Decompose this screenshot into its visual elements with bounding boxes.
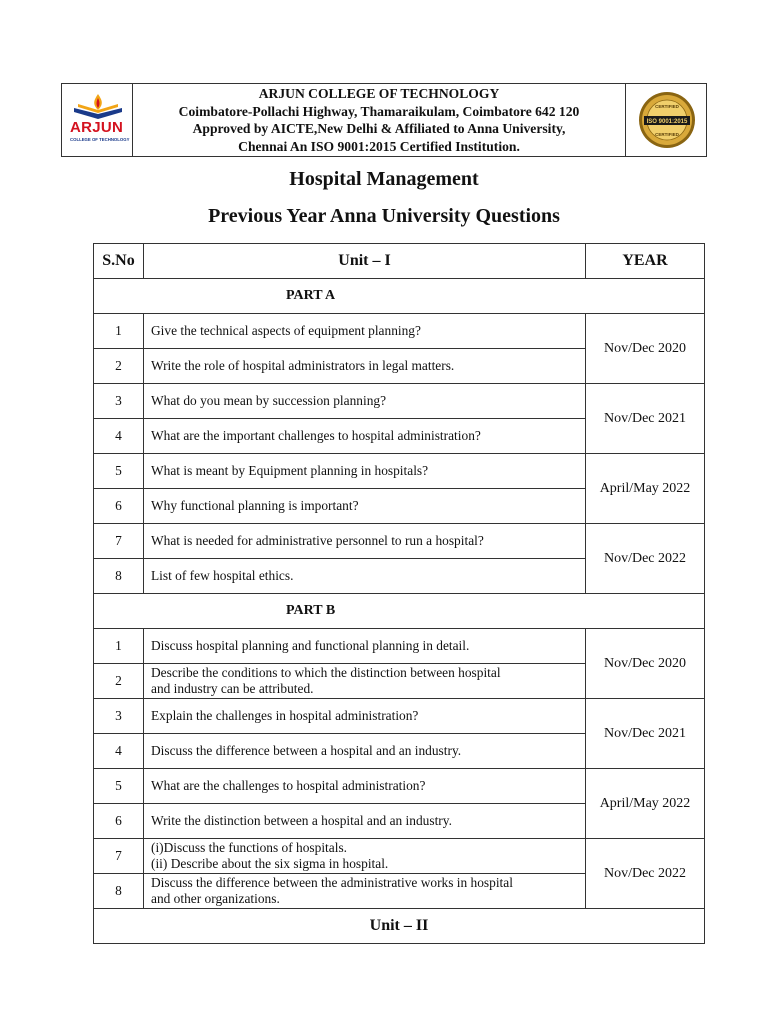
sno-cell: 3 (94, 699, 144, 734)
question-cell: Explain the challenges in hospital administration? (144, 699, 586, 734)
year-cell: Nov/Dec 2022 (586, 524, 705, 594)
sno-cell: 2 (94, 349, 144, 384)
document-subtitle: Previous Year Anna University Questions (208, 205, 560, 227)
table-row (94, 314, 705, 349)
question-cell: What is meant by Equipment planning in hospitals? (144, 454, 586, 489)
question-cell: What are the challenges to hospital administration? (144, 769, 586, 804)
sno-cell: 4 (94, 734, 144, 769)
table-header-row (94, 244, 705, 279)
question-cell: Write the role of hospital administrators in legal matters. (144, 349, 586, 384)
sno-cell: 7 (94, 839, 144, 874)
college-address: Coimbatore-Pollachi Highway, Thamaraikulam, Coimbatore 642 120 (178, 103, 580, 119)
table-row (94, 454, 705, 489)
question-line-1: Describe the conditions to which the distinction between hospital (151, 665, 501, 680)
question-cell: Discuss hospital planning and functional planning in detail. (144, 629, 586, 664)
question-cell (144, 839, 586, 874)
question-line-1: Discuss the difference between the administrative works in hospital (151, 875, 513, 890)
col-unit-header: Unit – I (144, 244, 586, 279)
sno-cell: 7 (94, 524, 144, 559)
year-cell: Nov/Dec 2021 (586, 384, 705, 454)
college-logo (62, 84, 133, 156)
table-row (94, 769, 705, 804)
year-cell: April/May 2022 (586, 769, 705, 839)
college-header (61, 83, 707, 157)
col-year-header: YEAR (586, 244, 705, 279)
unit-2-label: Unit – II (94, 909, 705, 944)
question-cell: Why functional planning is important? (144, 489, 586, 524)
questions-table (93, 243, 705, 944)
part-a-label: PART A (94, 279, 705, 314)
sno-cell: 5 (94, 454, 144, 489)
year-cell: Nov/Dec 2020 (586, 629, 705, 699)
part-b-row (94, 594, 705, 629)
college-name: ARJUN COLLEGE OF TECHNOLOGY (258, 86, 500, 101)
unit-2-row (94, 909, 705, 944)
question-line-1: (i)Discuss the functions of hospitals. (151, 840, 348, 855)
sno-cell: 3 (94, 384, 144, 419)
college-details (133, 84, 625, 156)
college-certification: Chennai An ISO 9001:2015 Certified Institution. (238, 138, 520, 154)
question-cell: Discuss the difference between a hospital and an industry. (144, 734, 586, 769)
iso-certified-seal-icon (638, 91, 696, 149)
iso-seal (625, 84, 706, 156)
question-cell: Give the technical aspects of equipment planning? (144, 314, 586, 349)
year-cell: Nov/Dec 2020 (586, 314, 705, 384)
torch-emblem-icon (68, 92, 128, 122)
question-cell (144, 874, 586, 909)
seal-top-label: CERTIFIED (655, 104, 679, 109)
part-b-label: PART B (94, 594, 705, 629)
logo-wordmark: ARJUN (70, 119, 124, 136)
question-cell: What do you mean by succession planning? (144, 384, 586, 419)
question-line-2: (ii) Describe about the six sigma in hospital. (151, 856, 389, 871)
college-approval: Approved by AICTE,New Delhi & Affiliated to Anna University, (192, 121, 566, 136)
table-row (94, 839, 705, 874)
question-cell: List of few hospital ethics. (144, 559, 586, 594)
sno-cell: 6 (94, 804, 144, 839)
table-row (94, 384, 705, 419)
question-cell: Write the distinction between a hospital and an industry. (144, 804, 586, 839)
sno-cell: 1 (94, 314, 144, 349)
logo-subtext: COLLEGE OF TECHNOLOGY (70, 137, 130, 142)
year-cell: Nov/Dec 2022 (586, 839, 705, 909)
question-cell: What are the important challenges to hospital administration? (144, 419, 586, 454)
table-row (94, 699, 705, 734)
sno-cell: 2 (94, 664, 144, 699)
sno-cell: 1 (94, 629, 144, 664)
document-title: Hospital Management (289, 168, 479, 190)
year-cell: April/May 2022 (586, 454, 705, 524)
sno-cell: 5 (94, 769, 144, 804)
question-cell: What is needed for administrative personnel to run a hospital? (144, 524, 586, 559)
table-row (94, 629, 705, 664)
part-a-row (94, 279, 705, 314)
sno-cell: 4 (94, 419, 144, 454)
question-line-2: and industry can be attributed. (151, 681, 314, 696)
question-cell (144, 664, 586, 699)
question-line-2: and other organizations. (151, 891, 280, 906)
year-cell: Nov/Dec 2021 (586, 699, 705, 769)
table-row (94, 524, 705, 559)
sno-cell: 8 (94, 874, 144, 909)
seal-label: ISO 9001:2015 (646, 119, 688, 125)
col-sno-header: S.No (94, 244, 144, 279)
seal-bottom-label: CERTIFIED (655, 132, 679, 137)
sno-cell: 8 (94, 559, 144, 594)
sno-cell: 6 (94, 489, 144, 524)
